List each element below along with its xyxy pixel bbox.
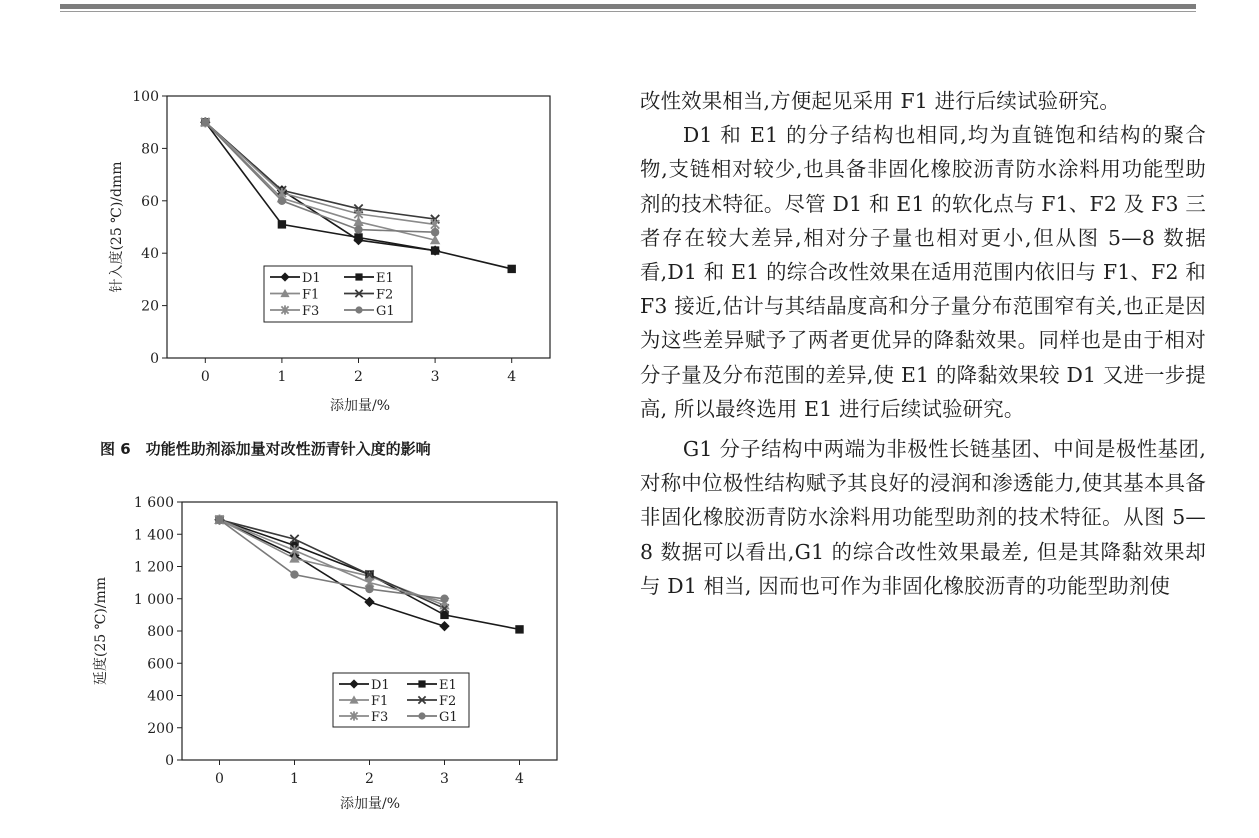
data-point-f3 bbox=[290, 545, 298, 555]
legend-label-d1: D1 bbox=[302, 271, 321, 286]
paragraph-1: 改性效果相当,方便起见采用 F1 进行后续试验研究。 bbox=[640, 89, 1120, 113]
legend-label-f2: F2 bbox=[376, 287, 394, 303]
y-tick-label: 100 bbox=[132, 89, 159, 105]
legend-label-f1: F1 bbox=[302, 287, 320, 303]
data-point-e1 bbox=[354, 233, 362, 241]
data-point-g1 bbox=[278, 197, 286, 205]
legend-label-f2: F2 bbox=[439, 694, 457, 709]
data-point-e1 bbox=[508, 265, 516, 273]
chart-2 bbox=[92, 495, 557, 812]
y-tick-label: 1 200 bbox=[133, 559, 174, 576]
y-tick-label: 400 bbox=[147, 688, 174, 705]
figure6-caption: 图 6 功能性助剂添加量对改性沥青针入度的影响 bbox=[100, 440, 431, 458]
data-point-g1 bbox=[431, 228, 439, 236]
data-point-e1 bbox=[431, 246, 439, 254]
y-tick-label: 1 000 bbox=[133, 591, 174, 608]
paragraph-3: G1 分子结构中两端为非极性长链基团、中间是极性基团,对称中位极性结构赋予其良好的浸润和渗透能力,使其基本具备非固化橡胶沥青防水涂料用功能型助剂的技术特征。从图 5—8 数据可以看出,G1 的综合改性效果最差, 但是其降黏效果却与 D1 相当, 因而也可作为非固化橡胶沥青的功能型助剂使 bbox=[640, 437, 1206, 598]
legend-label-g1: G1 bbox=[376, 304, 395, 319]
legend-label-f1: F1 bbox=[371, 694, 389, 709]
legend-marker-e1 bbox=[355, 273, 362, 280]
chart-1 bbox=[108, 89, 550, 414]
data-point-e1 bbox=[278, 220, 286, 228]
series-line-f2 bbox=[205, 122, 435, 219]
data-point-d1 bbox=[439, 621, 449, 631]
data-point-g1 bbox=[354, 225, 362, 233]
data-point-g1 bbox=[215, 516, 223, 524]
y-tick-label: 800 bbox=[147, 624, 174, 640]
legend-label-g1: G1 bbox=[439, 710, 458, 725]
x-tick-label: 3 bbox=[430, 369, 440, 385]
x-tick-label: 0 bbox=[215, 771, 224, 787]
body-text-column bbox=[640, 84, 1206, 603]
data-point-g1 bbox=[201, 118, 209, 126]
legend-marker-e1 bbox=[418, 680, 425, 687]
x-tick-label: 4 bbox=[515, 771, 524, 787]
legend-label-f3: F3 bbox=[371, 710, 389, 725]
y-axis-label: 延度(25 ℃)/mm bbox=[93, 576, 109, 686]
series-line-f1 bbox=[205, 122, 435, 240]
data-point-g1 bbox=[440, 595, 448, 603]
y-tick-label: 200 bbox=[147, 720, 174, 737]
series-line-f3 bbox=[205, 122, 435, 224]
data-point-e1 bbox=[515, 625, 523, 633]
legend-marker-g1 bbox=[418, 712, 425, 719]
y-tick-label: 0 bbox=[165, 753, 174, 769]
y-tick-label: 1 400 bbox=[133, 527, 174, 544]
series-line-e1 bbox=[205, 122, 511, 269]
x-axis-label: 添加量/% bbox=[339, 796, 401, 812]
x-tick-label: 4 bbox=[507, 369, 517, 385]
legend-label-d1: D1 bbox=[371, 678, 390, 693]
y-axis-label: 针入度(25 ℃)/dmm bbox=[109, 161, 125, 293]
x-axis-label: 添加量/% bbox=[329, 398, 391, 414]
x-tick-label: 3 bbox=[440, 771, 449, 787]
y-tick-label: 80 bbox=[141, 141, 159, 158]
y-tick-label: 1 600 bbox=[133, 495, 174, 511]
legend-label-e1: E1 bbox=[376, 271, 394, 286]
y-tick-label: 60 bbox=[141, 193, 159, 210]
data-point-d1 bbox=[364, 597, 374, 607]
x-tick-label: 1 bbox=[290, 771, 299, 787]
y-tick-label: 40 bbox=[141, 246, 159, 263]
legend-label-f3: F3 bbox=[302, 304, 320, 319]
data-point-g1 bbox=[365, 585, 373, 593]
x-tick-label: 2 bbox=[365, 771, 374, 787]
legend-marker-g1 bbox=[355, 306, 362, 313]
data-point-g1 bbox=[290, 570, 298, 578]
legend-label-e1: E1 bbox=[439, 678, 457, 693]
x-tick-label: 2 bbox=[354, 369, 363, 385]
series-line-d1 bbox=[220, 520, 445, 627]
y-tick-label: 0 bbox=[150, 351, 159, 367]
y-tick-label: 600 bbox=[147, 656, 174, 673]
y-tick-label: 20 bbox=[141, 298, 159, 315]
x-tick-label: 1 bbox=[277, 369, 287, 385]
series-line-g1 bbox=[205, 122, 435, 232]
x-tick-label: 0 bbox=[200, 369, 210, 385]
paragraph-2: D1 和 E1 的分子结构也相同,均为直链饱和结构的聚合物,支链相对较少,也具备非固化橡胶沥青防水涂料用功能型助剂的技术特征。尽管 D1 和 E1 的软化点与 F1、F2 及 F3 三者存在较大差异,相对分子量也相对更小,但从图 5—8 数据看,D1 和 E1 的综合改性效果在适用范围内依旧与 F1、F2 和 F3 接近,估计与其结晶度高和分子量分布范围窄有关,也正是因为这些差异赋予了两者更优异的降黏效果。同样也是由于相对分子量及分布范围的差异,使 E1 的降黏效果较 D1 又进一步提高, 所以最终选用 E1 进行后续试验研究。 bbox=[640, 123, 1206, 421]
